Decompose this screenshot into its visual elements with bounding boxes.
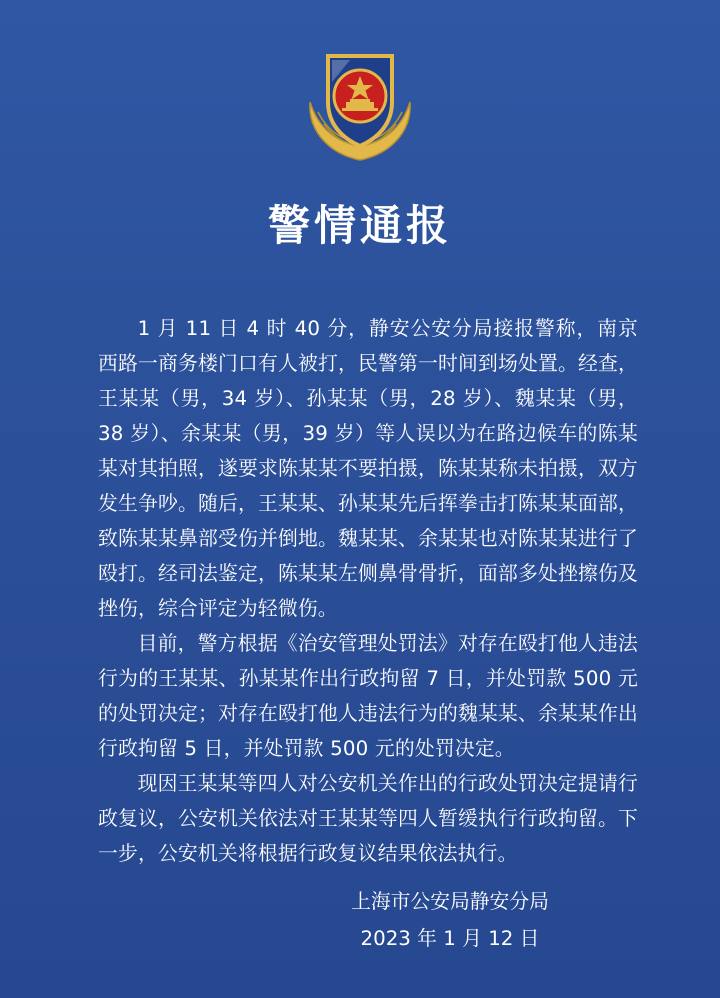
police-emblem-icon bbox=[298, 42, 422, 164]
notice-body bbox=[98, 311, 638, 871]
issuer-name: 上海市公安局静安分局 bbox=[351, 890, 549, 913]
notice-paragraph: 目前，警方根据《治安管理处罚法》对存在殴打他人违法行为的王某某、孙某某作出行政拘留 7 日，并处罚款 500 元的处罚决定；对存在殴打他人违法行为的魏某某、余某某作出行政拘留 5 日，并处罚款 500 元的处罚决定。 bbox=[98, 632, 638, 760]
notice-paragraph: 现因王某某等四人对公安机关作出的行政处罚决定提请行政复议，公安机关依法对王某某等四人暂缓执行行政拘留。下一步，公安机关将根据行政复议结果依法执行。 bbox=[98, 772, 638, 865]
notice-paragraph: 1 月 11 日 4 时 40 分，静安公安分局接报警称，南京西路一商务楼门口有人被打，民警第一时间到场处置。经查，王某某（男，34 岁）、孙某某（男，28 岁）、魏某某（男，38 岁）、余某某（男，39 岁）等人误以为在路边候车的陈某某对其拍照，遂要求陈某某不要拍摄，陈某某称未拍摄，双方发生争吵。随后，王某某、孙某某先后挥拳击打陈某某面部，致陈某某鼻部受伤并倒地。魏某某、余某某也对陈某某进行了殴打。经司法鉴定，陈某某左侧鼻骨骨折，面部多处挫擦伤及挫伤，综合评定为轻微伤。 bbox=[98, 317, 638, 620]
issue-date: 2023 年 1 月 12 日 bbox=[360, 927, 540, 950]
notice-title: 警情通报 bbox=[267, 201, 452, 250]
notice-signature bbox=[300, 883, 600, 957]
